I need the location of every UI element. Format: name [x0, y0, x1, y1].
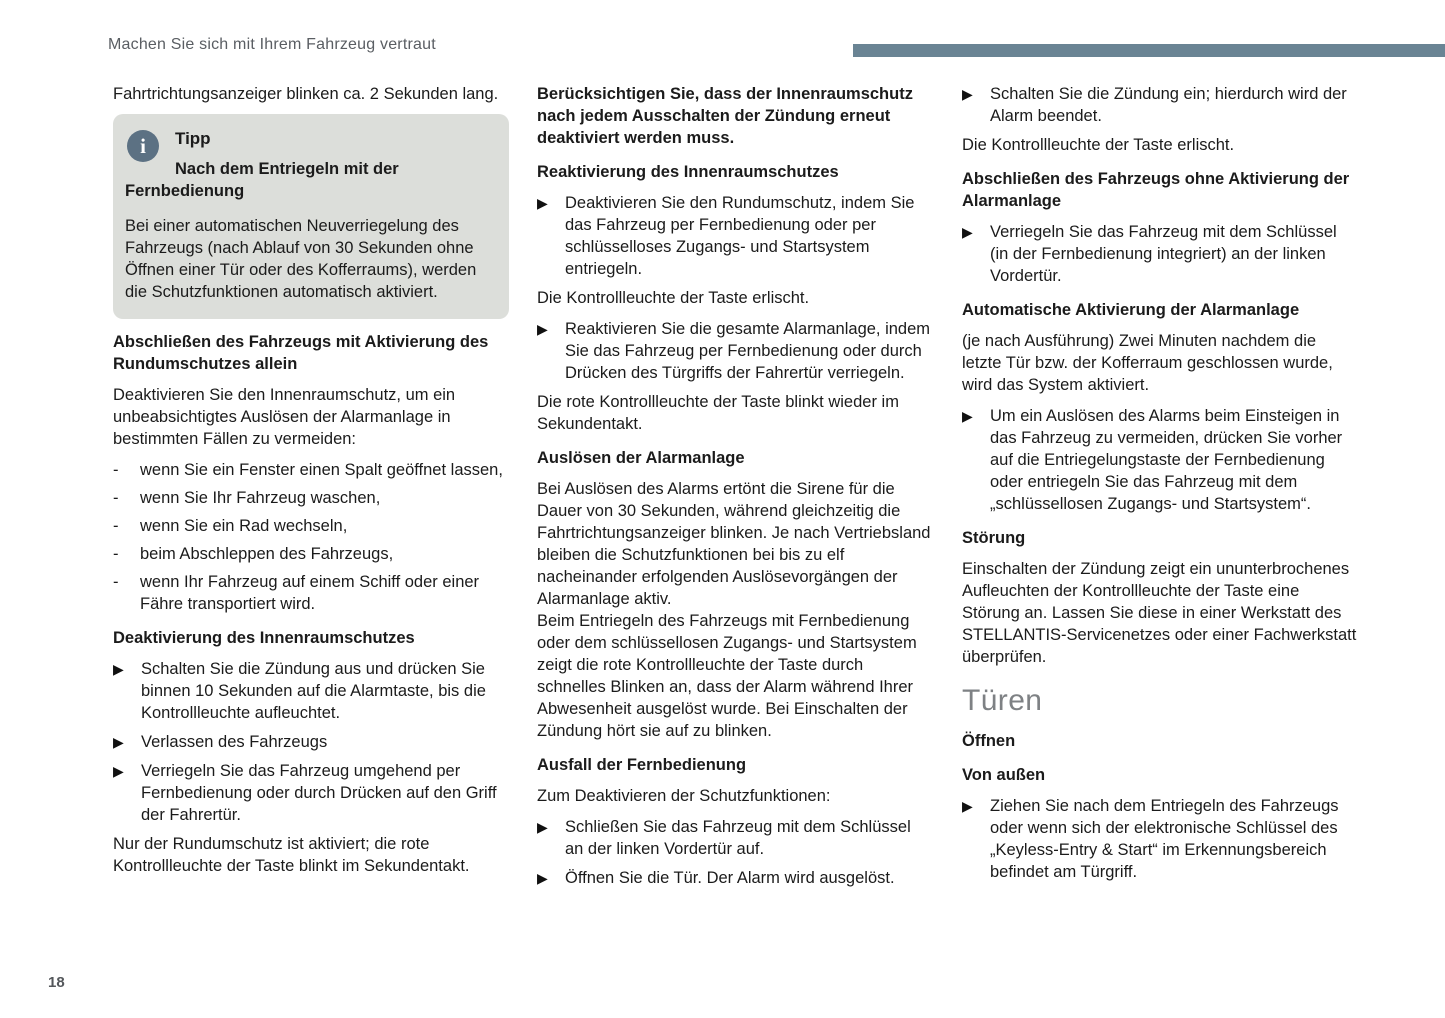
arrow-bullet-icon: ▶ [962, 408, 973, 424]
section-heading: Deaktivierung des Innenraumschutzes [113, 629, 415, 647]
section-heading: Auslösen der Alarmanlage [537, 449, 745, 467]
instruction-text: Schließen Sie das Fahrzeug mit dem Schlüssel an der linken Vordertür auf. [565, 818, 911, 858]
page-header-title: Machen Sie sich mit Ihrem Fahrzeug vertraut [108, 36, 436, 53]
arrow-bullet-icon: ▶ [537, 870, 548, 886]
list-item-text: wenn Sie ein Fenster einen Spalt geöffnet lassen, [140, 461, 503, 479]
list-item [113, 515, 509, 537]
instruction-text: Verriegeln Sie das Fahrzeug umgehend per Fernbedienung oder durch Drücken auf den Griff der Fahrertür. [141, 762, 497, 824]
page-number: 18 [48, 974, 65, 991]
paragraph: Die Kontrollleuchte der Taste erlischt. [962, 136, 1235, 154]
arrow-bullet-icon: ▶ [962, 798, 973, 814]
dash-bullet: - [113, 545, 119, 563]
tip-title: Tipp [175, 129, 211, 148]
instruction-text: Reaktivieren Sie die gesamte Alarmanlage, indem Sie das Fahrzeug per Fernbedienung oder durch Drücken des Türgriffs der Fahrertür verriegeln. [565, 320, 931, 382]
arrow-bullet-icon: ▶ [962, 224, 973, 240]
instruction-text: Deaktivieren Sie den Rundumschutz, indem Sie das Fahrzeug per Fernbedienung oder per schlüsselloses Zugangs- und Startsystem entriegeln. [565, 194, 915, 278]
section-heading: Öffnen [962, 732, 1016, 750]
column-left [113, 83, 509, 886]
arrow-bullet-icon: ▶ [962, 86, 973, 102]
column-middle [537, 83, 933, 896]
list-item-text: wenn Sie ein Rad wechseln, [140, 517, 348, 535]
instruction-text: Ziehen Sie nach dem Entriegeln des Fahrzeugs oder wenn sich der elektronische Schlüssel des „Keyless-Entry & Start“ im Erkennungsbereich befindet am Türgriff. [990, 797, 1339, 881]
instruction-text: Öffnen Sie die Tür. Der Alarm wird ausgelöst. [565, 869, 895, 887]
dash-bullet: - [113, 517, 119, 535]
arrow-bullet-icon: ▶ [537, 195, 548, 211]
arrow-bullet-icon: ▶ [113, 734, 124, 750]
column-right [962, 83, 1358, 890]
paragraph: Fahrtrichtungsanzeiger blinken ca. 2 Sekunden lang. [113, 85, 499, 103]
section-heading: Reaktivierung des Innenraumschutzes [537, 163, 839, 181]
section-heading: Ausfall der Fernbedienung [537, 756, 747, 774]
header-accent-bar [853, 44, 1445, 57]
tip-box [113, 114, 509, 319]
arrow-bullet-icon: ▶ [113, 661, 124, 677]
list-item [113, 571, 509, 615]
paragraph: Die rote Kontrollleuchte der Taste blinkt wieder im Sekundentakt. [537, 393, 899, 433]
paragraph: Die Kontrollleuchte der Taste erlischt. [537, 289, 810, 307]
instruction-text: Schalten Sie die Zündung ein; hierdurch wird der Alarm beendet. [990, 85, 1347, 125]
instruction-item [113, 658, 509, 724]
paragraph: Nur der Rundumschutz ist aktiviert; die rote Kontrollleuchte der Taste blinkt im Sekundentakt. [113, 835, 470, 875]
instruction-item [537, 192, 933, 280]
paragraph: Zum Deaktivieren der Schutzfunktionen: [537, 787, 831, 805]
section-heading: Abschließen des Fahrzeugs mit Aktivierung des Rundumschutzes allein [113, 333, 489, 373]
instruction-item [113, 731, 509, 753]
list-item [113, 543, 509, 565]
instruction-item [962, 405, 1358, 515]
dash-bullet: - [113, 573, 119, 591]
list-item-text: wenn Sie Ihr Fahrzeug waschen, [140, 489, 381, 507]
paragraph: (je nach Ausführung) Zwei Minuten nachdem die letzte Tür bzw. der Kofferraum geschlossen wurde, wird das System aktiviert. [962, 332, 1333, 394]
paragraph: Bei Auslösen des Alarms ertönt die Sirene für die Dauer von 30 Sekunden, während gleichzeitig die Fahrtrichtungsanzeiger blinken. Je nach Vertriebsland bleiben die Schutzfunktionen bei bis zu elf nacheinander erfolgenden Auslösevorgängen der Alarmanlage aktiv. [537, 480, 931, 608]
instruction-item [962, 221, 1358, 287]
section-heading: Abschließen des Fahrzeugs ohne Aktivierung der Alarmanlage [962, 170, 1350, 210]
arrow-bullet-icon: ▶ [537, 321, 548, 337]
arrow-bullet-icon: ▶ [537, 819, 548, 835]
instruction-text: Um ein Auslösen des Alarms beim Einsteigen in das Fahrzeug zu vermeiden, drücken Sie vorher auf die Entriegelungstaste der Fernbedienung oder entriegeln Sie das Fahrzeug mit dem „schlüssellosen Zugangs- und Startsystem“. [990, 407, 1343, 513]
paragraph: Einschalten der Zündung zeigt ein ununterbrochenes Aufleuchten der Kontrollleuchte der Taste eine Störung an. Lassen Sie diese in einer Werkstatt des STELLANTIS-Servicenetzes oder einer Fachwerkstatt überprüfen. [962, 560, 1357, 666]
instruction-text: Schalten Sie die Zündung aus und drücken Sie binnen 10 Sekunden auf die Alarmtaste, bis die Kontrollleuchte aufleuchtet. [141, 660, 486, 722]
list-item [113, 487, 509, 509]
dash-bullet: - [113, 461, 119, 479]
section-heading: Automatische Aktivierung der Alarmanlage [962, 301, 1300, 319]
dash-bullet: - [113, 489, 119, 507]
tip-subtitle: Nach dem Entriegeln mit der Fernbedienung [125, 160, 399, 200]
section-heading: Von außen [962, 766, 1046, 784]
emphasized-paragraph: Berücksichtigen Sie, dass der Innenraumschutz nach jedem Ausschalten der Zündung erneut deaktiviert werden muss. [537, 85, 913, 147]
instruction-item [537, 816, 933, 860]
arrow-bullet-icon: ▶ [113, 763, 124, 779]
section-heading: Störung [962, 529, 1026, 547]
instruction-item [113, 760, 509, 826]
list-item-text: wenn Ihr Fahrzeug auf einem Schiff oder einer Fähre transportiert wird. [140, 573, 480, 613]
paragraph: Beim Entriegeln des Fahrzeugs mit Fernbedienung oder dem schlüssellosen Zugangs- und Startsystem zeigt die rote Kontrollleuchte der Taste durch schnelles Blinken an, dass der Alarm während Ihrer Abwesenheit ausgelöst wurde. Bei Einschalten der Zündung hört sie auf zu blinken. [537, 612, 917, 740]
instruction-text: Verriegeln Sie das Fahrzeug mit dem Schlüssel (in der Fernbedienung integriert) an der linken Vordertür. [990, 223, 1337, 285]
instruction-item [962, 83, 1358, 127]
instruction-item [537, 867, 933, 889]
list-item [113, 459, 509, 481]
chapter-title-tueren: Türen [962, 684, 1043, 717]
tip-body: Bei einer automatischen Neuverriegelung des Fahrzeugs (nach Ablauf von 30 Sekunden ohne Öffnen einer Tür oder des Kofferraums), werden die Schutzfunktionen automatisch aktiviert. [125, 217, 477, 301]
instruction-item [537, 318, 933, 384]
list-item-text: beim Abschleppen des Fahrzeugs, [140, 545, 394, 563]
info-icon: i [127, 130, 159, 162]
instruction-text: Verlassen des Fahrzeugs [141, 733, 328, 751]
instruction-item [962, 795, 1358, 883]
paragraph: Deaktivieren Sie den Innenraumschutz, um ein unbeabsichtigtes Auslösen der Alarmanlage in bestimmten Fällen zu vermeiden: [113, 386, 456, 448]
